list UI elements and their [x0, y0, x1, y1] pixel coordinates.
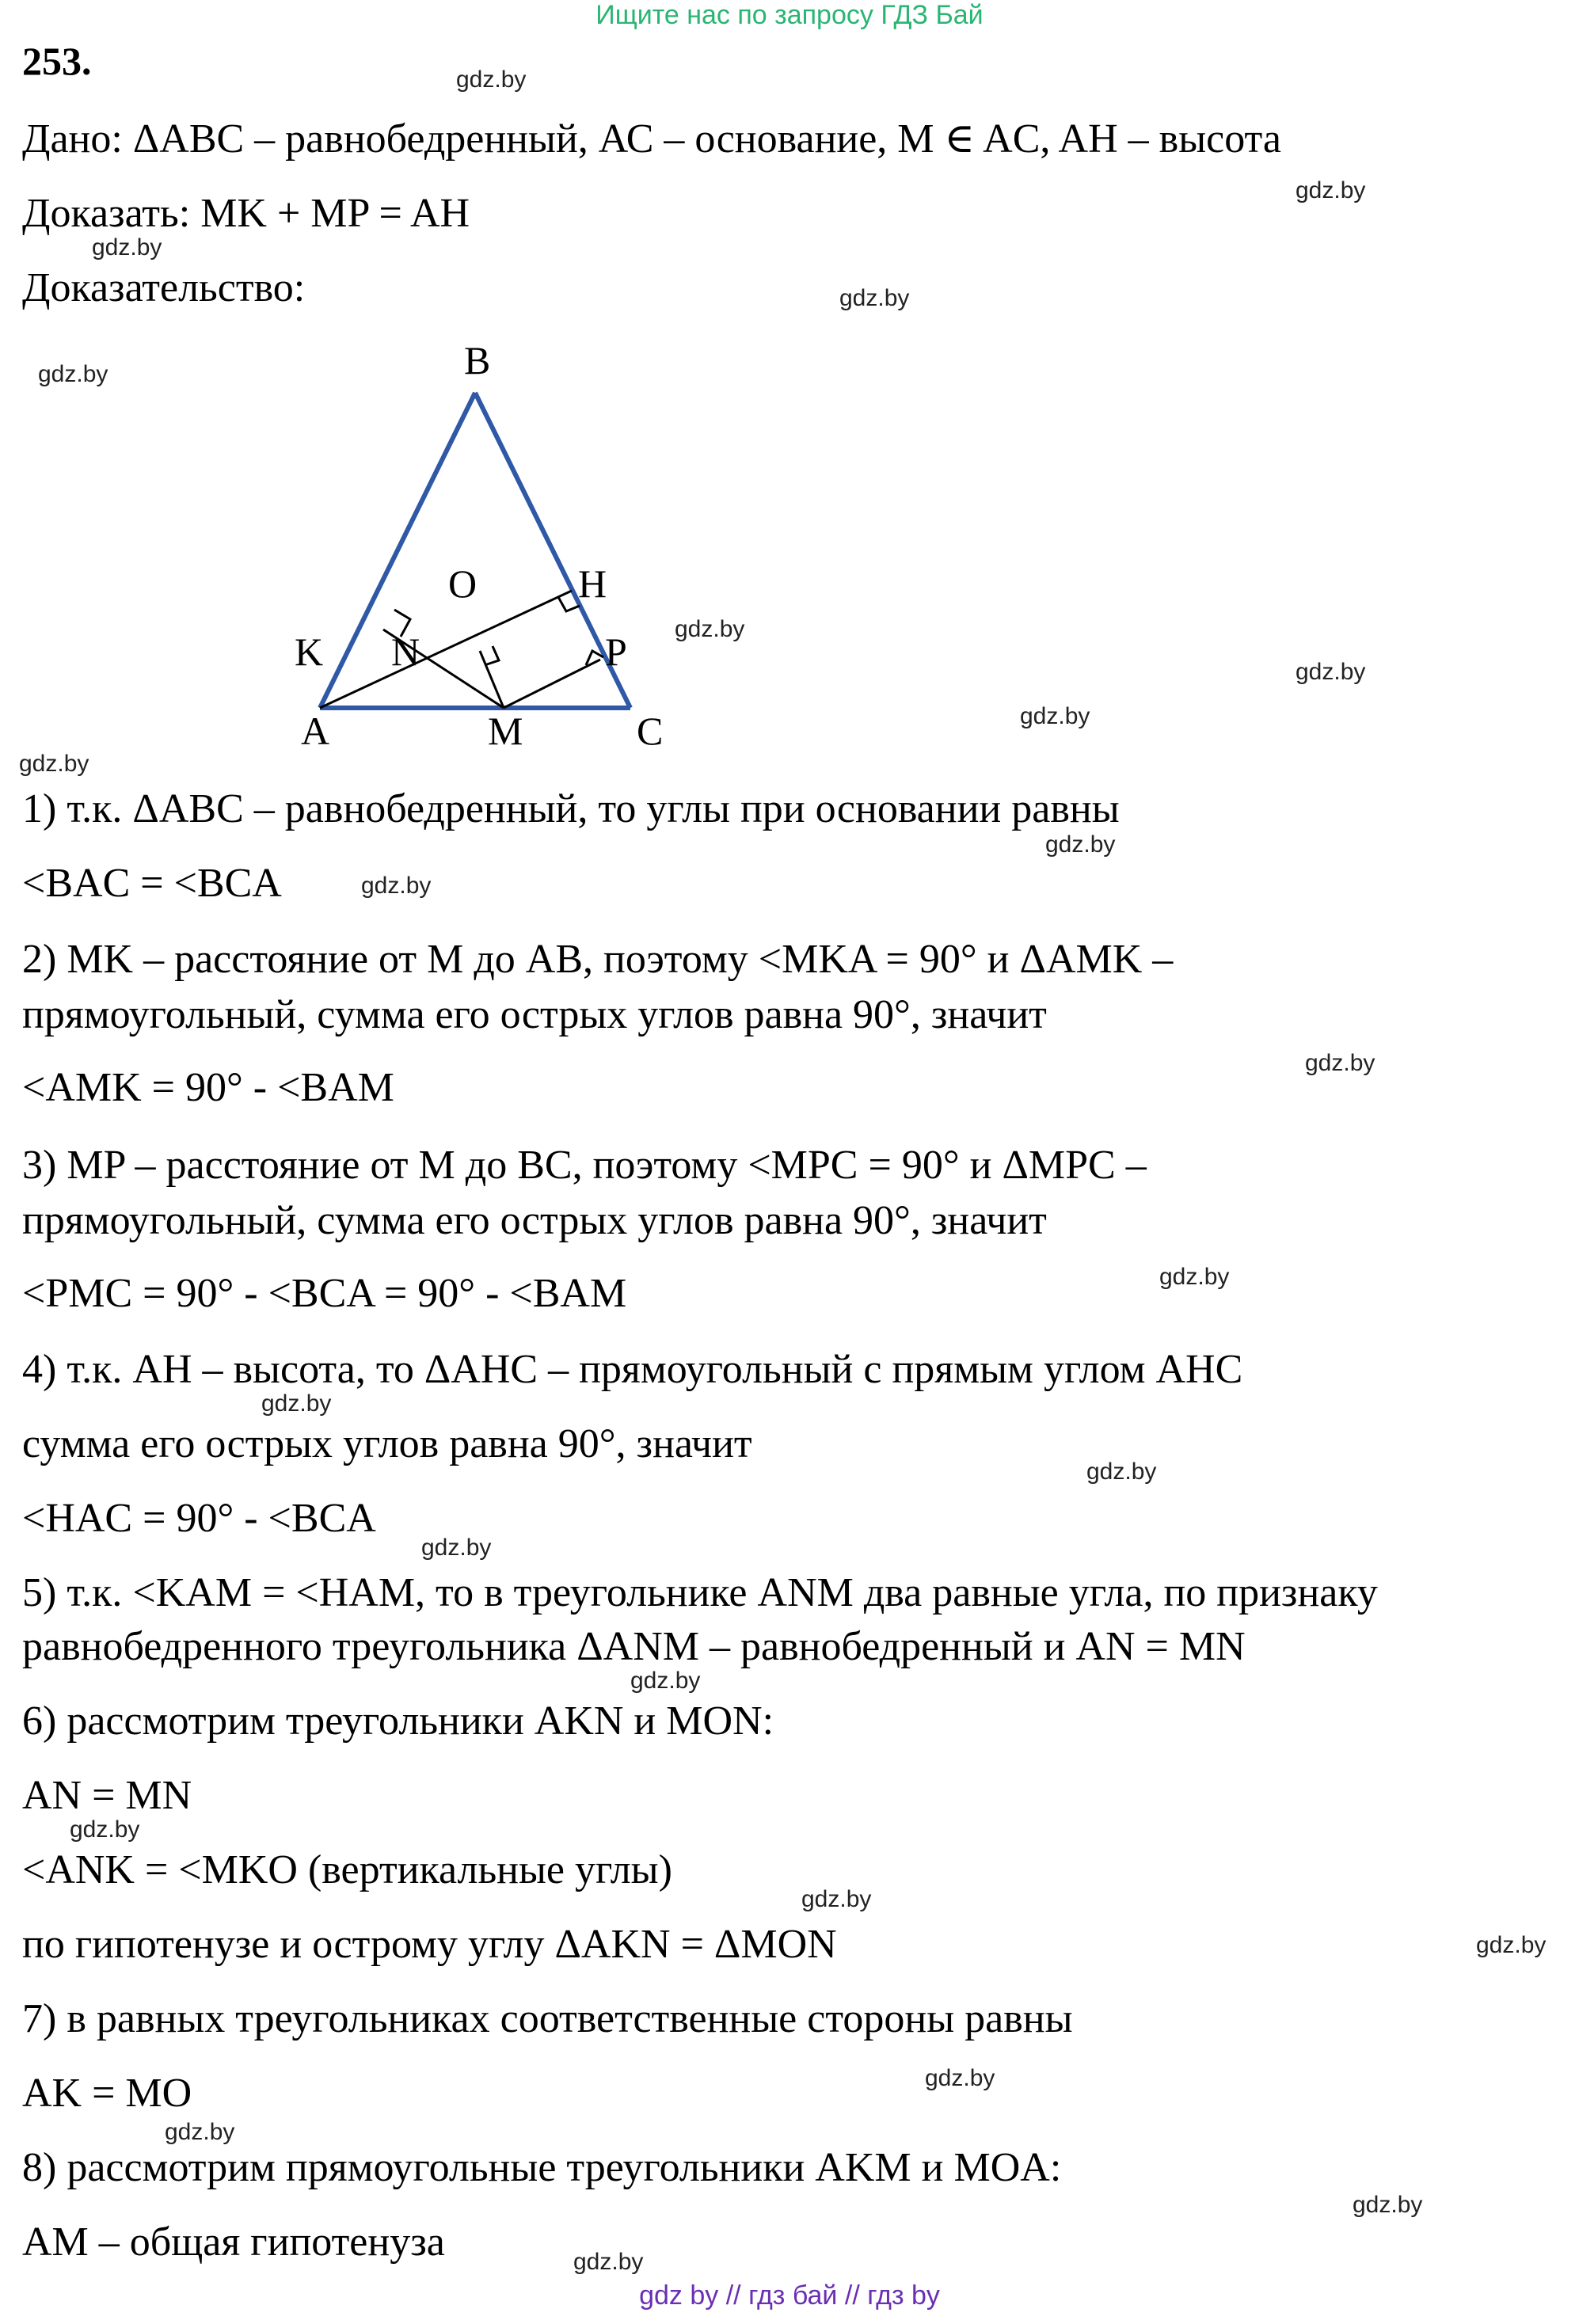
watermark: gdz.by	[165, 2119, 235, 2145]
bottom-links	[0, 2280, 1579, 2311]
watermark: gdz.by	[19, 751, 89, 777]
step-1: 1) т.к. ΔABC – равнобедренный, то углы при основании равны	[22, 786, 1120, 831]
step-2: 2) MK – расстояние от M до AB, поэтому <MKA = 90° и ΔAMK –	[22, 937, 1174, 982]
step-8: 8) рассмотрим прямоугольные треугольники AKM и MOA:	[22, 2145, 1062, 2190]
watermark: gdz.by	[70, 1816, 140, 1843]
step-7-eq: AK = MO	[22, 2071, 192, 2116]
watermark: gdz.by	[361, 873, 432, 899]
label-h: H	[578, 561, 607, 606]
right-angle-o	[485, 646, 499, 665]
link-gdz-by-2[interactable]: гдз by	[867, 2280, 940, 2311]
altitude-ah	[320, 591, 572, 708]
step-3-cont: прямоугольный, сумма его острых углов равна 90°, значит	[22, 1198, 1047, 1243]
step-6-eq-2: <ANK = <MKO (вертикальные углы)	[22, 1847, 672, 1892]
watermark: gdz.by	[1476, 1932, 1547, 1958]
step-3-eq: <PMC = 90° - <BCA = 90° - <BAM	[22, 1271, 627, 1316]
link-separator: //	[844, 2280, 860, 2311]
label-p: P	[605, 629, 627, 674]
step-6-eq-1: AN = MN	[22, 1773, 192, 1818]
step-6: 6) рассмотрим треугольники AKN и MON:	[22, 1698, 774, 1744]
link-separator: //	[725, 2280, 741, 2311]
label-k: K	[295, 629, 324, 674]
step-3: 3) MP – расстояние от M до BC, поэтому <MPC = 90° и ΔMPC –	[22, 1143, 1147, 1188]
label-b: B	[464, 338, 491, 382]
watermark: gdz.by	[925, 2065, 995, 2091]
step-5: 5) т.к. <KAM = <HAM, то в треугольнике ANM два равные угла, по признаку	[22, 1570, 1378, 1615]
watermark: gdz.by	[1020, 703, 1090, 729]
label-n: N	[391, 629, 420, 674]
step-5-cont: равнобедренного треугольника ΔANM – равнобедренный и AN = MN	[22, 1624, 1246, 1669]
label-o: O	[448, 561, 478, 606]
watermark: gdz.by	[38, 361, 108, 387]
watermark: gdz.by	[1086, 1459, 1157, 1485]
label-a: A	[301, 709, 330, 753]
top-banner[interactable]: Ищите нас по запросу ГДЗ Бай	[595, 0, 984, 30]
watermark: gdz.by	[1159, 1264, 1230, 1290]
segment-mp	[504, 660, 600, 708]
watermark: gdz.by	[630, 1668, 701, 1694]
step-8-eq: AM – общая гипотенуза	[22, 2219, 445, 2265]
watermark: gdz.by	[1353, 2192, 1423, 2218]
watermark: gdz.by	[261, 1390, 332, 1417]
problem-number: 253.	[22, 39, 92, 83]
prove-line: Доказать: MK + MP = AH	[22, 191, 470, 236]
label-c: C	[637, 709, 664, 753]
link-gdz-bai[interactable]: гдз бай	[748, 2280, 838, 2311]
label-m: M	[488, 709, 523, 753]
watermark: gdz.by	[1045, 831, 1116, 858]
watermark: gdz.by	[1296, 659, 1366, 685]
step-4-cont: сумма его острых углов равна 90°, значит	[22, 1421, 752, 1466]
triangle-diagram	[285, 333, 729, 760]
step-2-cont: прямоугольный, сумма его острых углов равна 90°, значит	[22, 992, 1047, 1037]
proof-heading: Доказательство:	[22, 265, 306, 310]
watermark: gdz.by	[1305, 1050, 1375, 1076]
watermark: gdz.by	[456, 67, 527, 93]
watermark: gdz.by	[1296, 177, 1366, 203]
watermark: gdz.by	[839, 285, 910, 311]
watermark: gdz.by	[675, 616, 745, 642]
step-4: 4) т.к. AH – высота, то ΔAHC – прямоугольный с прямым углом AHC	[22, 1347, 1243, 1392]
link-gdz-by[interactable]: gdz by	[639, 2280, 719, 2311]
step-1-eq: <BAC = <BCA	[22, 861, 282, 906]
watermark: gdz.by	[92, 234, 162, 261]
watermark: gdz.by	[421, 1535, 492, 1561]
watermark: gdz.by	[573, 2249, 644, 2275]
step-4-eq: <HAC = 90° - <BCA	[22, 1496, 376, 1541]
given-line: Дано: ΔABC – равнобедренный, АС – основание, M ∈ AC, AH – высота	[22, 116, 1281, 162]
watermark: gdz.by	[801, 1886, 872, 1912]
step-6-conclusion: по гипотенузе и острому углу ΔAKN = ΔMON	[22, 1922, 837, 1967]
step-7: 7) в равных треугольниках соответственные стороны равны	[22, 1996, 1073, 2041]
step-2-eq: <AMK = 90° - <BAM	[22, 1065, 394, 1110]
